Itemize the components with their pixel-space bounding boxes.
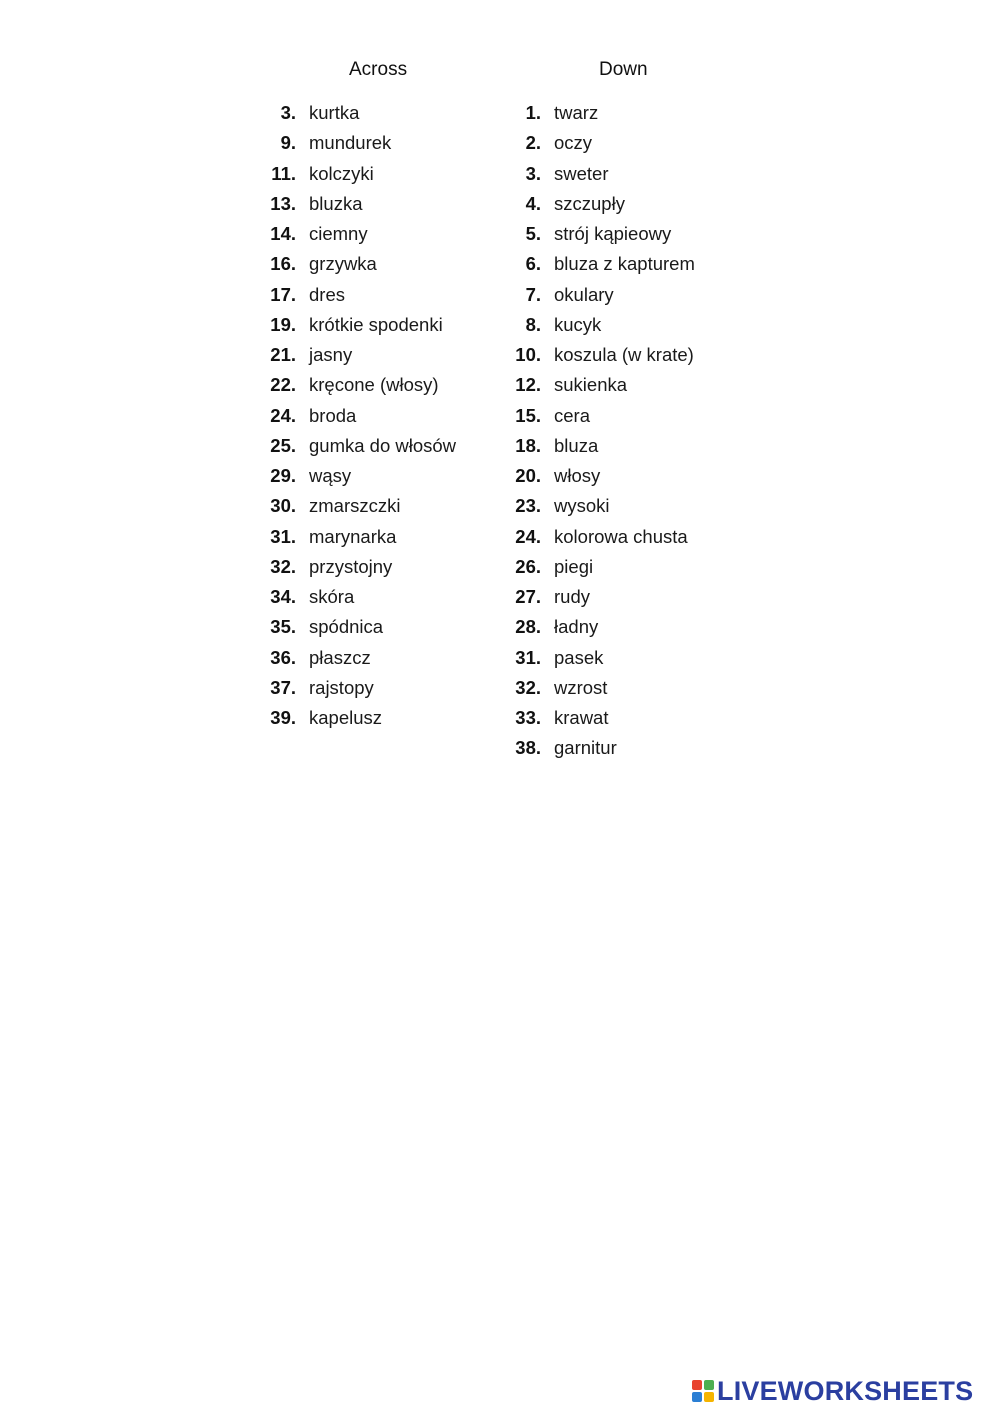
clue-text: kolorowa chusta	[554, 525, 688, 547]
clue-number: 18.	[515, 434, 541, 456]
clue-number: 22.	[270, 374, 296, 396]
clue-item	[258, 310, 456, 340]
clue-number: 35.	[270, 616, 296, 638]
clue-item	[503, 733, 695, 763]
clue-item	[503, 310, 695, 340]
clue-item	[258, 159, 456, 189]
clue-text: płaszcz	[309, 646, 371, 668]
clue-number: 39.	[270, 707, 296, 729]
clue-number: 2.	[525, 132, 541, 154]
clue-number: 1.	[525, 102, 541, 124]
clue-text: krawat	[554, 707, 609, 729]
clue-item	[258, 552, 456, 582]
clue-number: 12.	[515, 374, 541, 396]
clue-text: rudy	[554, 586, 590, 608]
clue-item	[258, 280, 456, 310]
clue-item	[258, 98, 456, 128]
clue-text: dres	[309, 283, 345, 305]
clue-number: 20.	[515, 465, 541, 487]
clue-number: 38.	[515, 737, 541, 759]
clue-number: 33.	[515, 707, 541, 729]
clue-item	[258, 582, 456, 612]
clue-text: skóra	[309, 586, 355, 608]
down-clue-list	[503, 98, 695, 764]
clue-text: wysoki	[554, 495, 610, 517]
clue-text: wąsy	[309, 465, 352, 487]
clue-text: pasek	[554, 646, 604, 668]
across-heading: Across	[349, 59, 408, 80]
clue-item	[258, 703, 456, 733]
down-heading: Down	[599, 59, 648, 80]
clue-text: wzrost	[554, 676, 608, 698]
clue-item	[503, 128, 695, 158]
clue-number: 13.	[270, 192, 296, 214]
clue-item	[258, 189, 456, 219]
clue-text: oczy	[554, 132, 593, 154]
clue-number: 37.	[270, 676, 296, 698]
clue-item	[503, 582, 695, 612]
clue-number: 17.	[270, 283, 296, 305]
clue-text: kręcone (włosy)	[309, 374, 439, 396]
clue-number: 14.	[270, 223, 296, 245]
logo-wordmark: LIVEWORKSHEETS	[717, 1375, 974, 1406]
clue-text: ładny	[554, 616, 599, 638]
clue-number: 19.	[270, 313, 296, 335]
clue-number: 11.	[271, 162, 296, 184]
logo-mark-tile	[704, 1380, 714, 1390]
clue-item	[503, 612, 695, 642]
clue-item	[503, 461, 695, 491]
clue-text: jasny	[309, 344, 353, 366]
clue-text: marynarka	[309, 525, 397, 547]
clue-item	[258, 431, 456, 461]
clue-item	[503, 98, 695, 128]
clue-number: 34.	[270, 586, 296, 608]
clue-number: 9.	[280, 132, 296, 154]
clue-item	[503, 159, 695, 189]
clue-item	[258, 370, 456, 400]
clue-item	[503, 340, 695, 370]
clue-text: krótkie spodenki	[309, 313, 443, 335]
clue-item	[503, 673, 695, 703]
clue-number: 31.	[515, 646, 541, 668]
clue-number: 31.	[270, 525, 296, 547]
clue-number: 25.	[270, 434, 296, 456]
clue-item	[503, 219, 695, 249]
liveworksheets-logo[interactable]	[692, 1375, 973, 1407]
clue-number: 28.	[515, 616, 541, 638]
clue-text: mundurek	[309, 132, 392, 154]
clue-item	[503, 280, 695, 310]
logo-mark-tile	[704, 1392, 714, 1402]
clue-text: kucyk	[554, 313, 602, 335]
clue-text: bluzka	[309, 192, 363, 214]
clue-number: 26.	[515, 555, 541, 577]
clue-item	[258, 491, 456, 521]
clue-number: 5.	[525, 223, 541, 245]
clue-text: spódnica	[309, 616, 384, 638]
clue-item	[503, 249, 695, 279]
clue-item	[503, 643, 695, 673]
clue-item	[503, 401, 695, 431]
clue-number: 21.	[270, 344, 296, 366]
clue-text: sweter	[554, 162, 609, 184]
clue-text: rajstopy	[309, 676, 374, 698]
clue-number: 6.	[525, 253, 541, 275]
clue-text: garnitur	[554, 737, 617, 759]
clue-item	[503, 552, 695, 582]
clue-item	[258, 128, 456, 158]
clue-item	[258, 612, 456, 642]
logo-mark-icon	[692, 1380, 714, 1402]
logo-mark-tile	[692, 1392, 702, 1402]
clue-text: gumka do włosów	[309, 434, 457, 456]
clue-text: ciemny	[309, 223, 368, 245]
clue-text: grzywka	[309, 253, 377, 275]
clue-text: zmarszczki	[309, 495, 401, 517]
clue-item	[258, 249, 456, 279]
clue-number: 3.	[525, 162, 541, 184]
clue-number: 24.	[515, 525, 541, 547]
clue-item	[258, 673, 456, 703]
clue-number: 32.	[270, 555, 296, 577]
clue-number: 8.	[525, 313, 541, 335]
logo-mark-tile	[692, 1380, 702, 1390]
clue-item	[503, 703, 695, 733]
clue-text: przystojny	[309, 555, 393, 577]
clue-number: 30.	[270, 495, 296, 517]
clue-number: 29.	[270, 465, 296, 487]
clue-item	[258, 340, 456, 370]
clue-text: kolczyki	[309, 162, 374, 184]
clue-item	[258, 401, 456, 431]
clue-number: 24.	[270, 404, 296, 426]
clue-item	[503, 370, 695, 400]
clue-text: cera	[554, 404, 590, 426]
clue-number: 7.	[525, 283, 541, 305]
clue-number: 3.	[280, 102, 296, 124]
clue-number: 16.	[270, 253, 296, 275]
clue-number: 36.	[270, 646, 296, 668]
clue-number: 10.	[515, 344, 541, 366]
clue-text: bluza	[554, 434, 599, 456]
clue-text: okulary	[554, 283, 614, 305]
clue-item	[503, 491, 695, 521]
clue-item	[503, 522, 695, 552]
clue-item	[503, 431, 695, 461]
clue-text: piegi	[554, 555, 594, 577]
clue-text: twarz	[554, 102, 599, 124]
clue-text: włosy	[554, 465, 601, 487]
clue-number: 4.	[525, 192, 541, 214]
clue-item	[258, 643, 456, 673]
clue-text: kapelusz	[309, 707, 383, 729]
clue-number: 23.	[515, 495, 541, 517]
clue-number: 32.	[515, 676, 541, 698]
clue-number: 27.	[515, 586, 541, 608]
clue-item	[503, 189, 695, 219]
clue-item	[258, 219, 456, 249]
clue-text: koszula (w krate)	[554, 344, 694, 366]
clue-text: sukienka	[554, 374, 628, 396]
clue-text: szczupły	[554, 192, 625, 214]
clue-text: bluza z kapturem	[554, 253, 695, 275]
clue-text: kurtka	[309, 102, 360, 124]
clue-text: strój kąpieowy	[554, 223, 672, 245]
clue-number: 15.	[515, 404, 541, 426]
across-clue-list	[258, 98, 456, 733]
clue-item	[258, 461, 456, 491]
clue-item	[258, 522, 456, 552]
clue-text: broda	[309, 404, 357, 426]
